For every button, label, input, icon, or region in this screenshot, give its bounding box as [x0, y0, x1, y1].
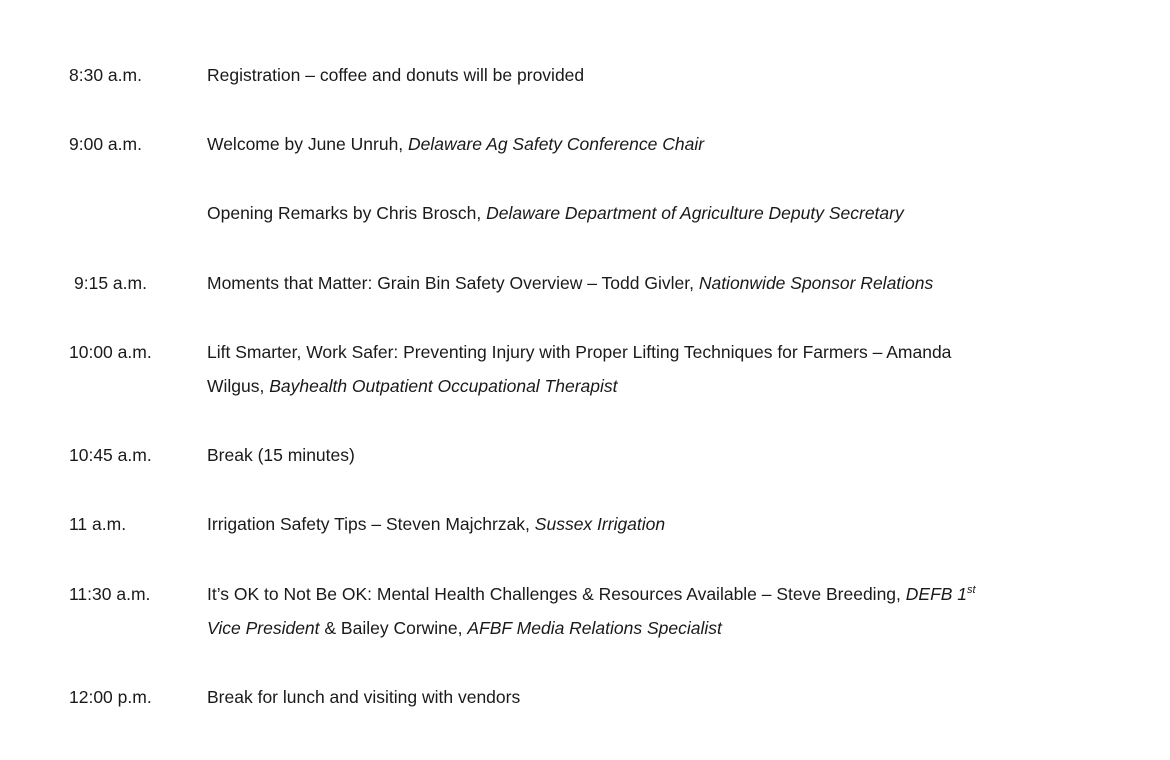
agenda-time: 10:45 a.m. [69, 445, 152, 465]
agenda-description [207, 577, 1107, 645]
agenda-description [207, 507, 1107, 541]
session-text: Irrigation Safety Tips – Steven Majchrzak, [207, 514, 535, 534]
agenda-description [207, 58, 1107, 92]
session-text: Lift Smarter, Work Safer: Preventing Injury with Proper Lifting Techniques for Farmers – Amanda [207, 342, 952, 362]
agenda-text: Registration – coffee and donuts will be provided [207, 65, 585, 85]
speaker-text: Opening Remarks by Chris Brosch, [207, 203, 487, 223]
speaker-text: Wilgus, [207, 376, 270, 396]
session-text: It’s OK to Not Be OK: Mental Health Challenges & Resources Available – Steve Breeding, [207, 584, 906, 604]
agenda-description [207, 127, 1107, 161]
agenda-time: 11 a.m. [69, 514, 127, 534]
session-text: Break (15 minutes) [207, 445, 355, 465]
ordinal-suffix: st [967, 584, 976, 596]
agenda-time: 9:00 a.m. [69, 134, 142, 154]
session-text: Break for lunch and visiting with vendors [207, 687, 521, 707]
agenda-description [207, 196, 1107, 230]
agenda-time: 11:30 a.m. [69, 584, 151, 604]
speaker-title: Bayhealth Outpatient Occupational Therapist [269, 376, 618, 396]
agenda-time: 8:30 a.m. [69, 65, 142, 85]
agenda-time: 12:00 p.m. [69, 687, 152, 707]
agenda-description [207, 335, 1107, 403]
agenda-time: 10:00 a.m. [69, 342, 152, 362]
speaker-title: DEFB 1 [905, 584, 968, 604]
agenda-description [207, 438, 1107, 472]
agenda-time: 9:15 a.m. [74, 273, 147, 293]
speaker-title: Delaware Ag Safety Conference Chair [408, 134, 705, 154]
speaker-title: Vice President [207, 618, 320, 638]
speaker-text: & Bailey Corwine, [319, 618, 468, 638]
agenda-description [207, 266, 1107, 300]
speaker-text: Welcome by June Unruh, [207, 134, 409, 154]
speaker-title: Nationwide Sponsor Relations [698, 273, 934, 293]
speaker-title: Delaware Department of Agriculture Deputy Secretary [486, 203, 904, 223]
speaker-title: Sussex Irrigation [534, 514, 666, 534]
session-text: Moments that Matter: Grain Bin Safety Overview – Todd Givler, [207, 273, 699, 293]
speaker-title: AFBF Media Relations Specialist [467, 618, 722, 638]
agenda-description [207, 680, 1107, 714]
